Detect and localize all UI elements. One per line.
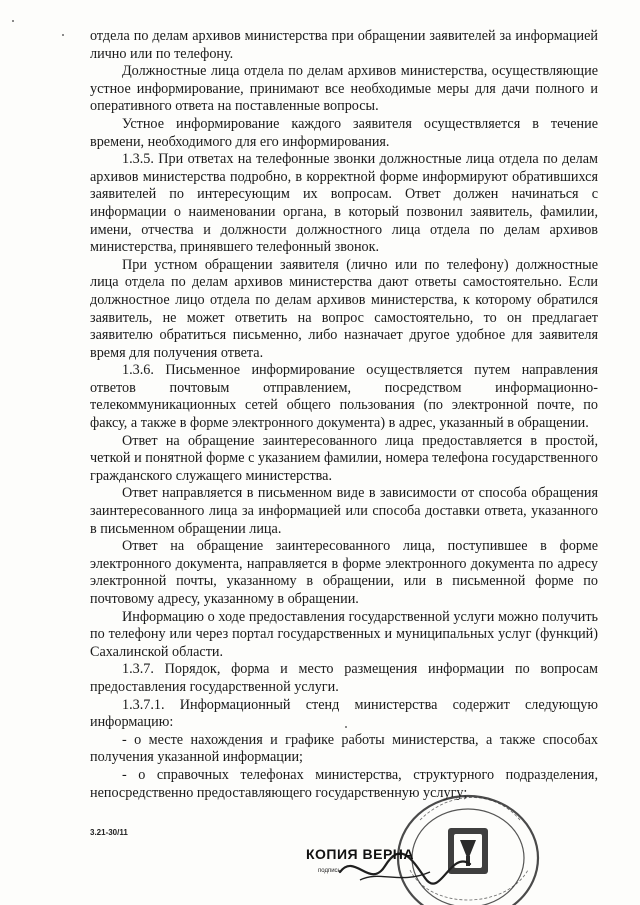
list-item-1: - о месте нахождения и графике работы министерства, а также способах получения указанной информации; [90, 731, 598, 766]
paragraph-6: 1.3.6. Письменное информирование осуществляется путем направления ответов почтовым отправлением, посредством информационно-телекоммуникационных сетей общего пользования (по электронной почте, по факсу, а также в форме электронного документа) в адрес, указанный в обращении. [90, 362, 598, 432]
scan-speck [345, 726, 347, 728]
list-item-2: - о справочных телефонах министерства, структурного подразделения, непосредственно предоставляющего государственную услугу; [90, 766, 598, 801]
paragraph-1: отдела по делам архивов министерства при обращении заявителей за информацией лично или по телефону. [90, 28, 598, 62]
scan-speck [12, 20, 14, 22]
signature-label: подпись [318, 868, 341, 874]
paragraph-4: 1.3.5. При ответах на телефонные звонки должностные лица отдела по делам архивов министерства подробно, в корректной форме информируют обратившихся заявителей по интересующим их вопросам. Ответ должен начинаться с информации о наименовании органа, в который позвонил заявитель, фамилии, имени, отчества и должности должностного лица отдела по делам архивов министерства, принявшего телефонный звонок. [90, 151, 598, 256]
footer-code: 3.21-30/11 [90, 828, 128, 837]
paragraph-9: Ответ на обращение заинтересованного лица, поступившее в форме электронного документа, направляется в форме электронного документа по адресу электронной почты, указанному в обращении, или в письменной форме по почтовому адресу, указанному в обращении. [90, 538, 598, 607]
copy-certified-label: КОПИЯ ВЕРНА [306, 846, 415, 862]
paragraph-3: Устное информирование каждого заявителя осуществляется в течение времени, необходимого для его информирования. [90, 115, 598, 150]
scan-speck [62, 34, 64, 36]
paragraph-12: 1.3.7.1. Информационный стенд министерства содержит следующую информацию: [90, 696, 598, 731]
paragraph-8: Ответ направляется в письменном виде в зависимости от способа обращения заинтересованного лица за информацией или способа доставки ответа, указанного в письменном обращении лица. [90, 485, 598, 537]
paragraph-10: Информацию о ходе предоставления государственной услуги можно получить по телефону или через портал государственных и муниципальных услуг (функций) Сахалинской области. [90, 608, 598, 660]
paragraph-11: 1.3.7. Порядок, форма и место размещения информации по вопросам предоставления государственной услуги. [90, 661, 598, 695]
paragraph-7: Ответ на обращение заинтересованного лица предоставляется в простой, четкой и понятной форме с указанием фамилии, номера телефона государственного гражданского служащего министерства. [90, 432, 598, 484]
paragraph-5: При устном обращении заявителя (лично или по телефону) должностные лица отдела по делам архивов министерства дают ответы самостоятельно. Если должностное лицо отдела по делам архивов министерства, к которому обратился заявитель, не может ответить на вопрос самостоятельно, то он предлагает заявителю обратиться письменно, либо назначает другое удобное для заявителя время для получения ответа. [90, 256, 598, 361]
official-seal-stamp [300, 760, 640, 905]
document-body [90, 28, 598, 802]
paragraph-2: Должностные лица отдела по делам архивов министерства, осуществляющие устное информирование, принимают все необходимые меры для дачи полного и оперативного ответа на поставленные вопросы. [90, 63, 598, 115]
